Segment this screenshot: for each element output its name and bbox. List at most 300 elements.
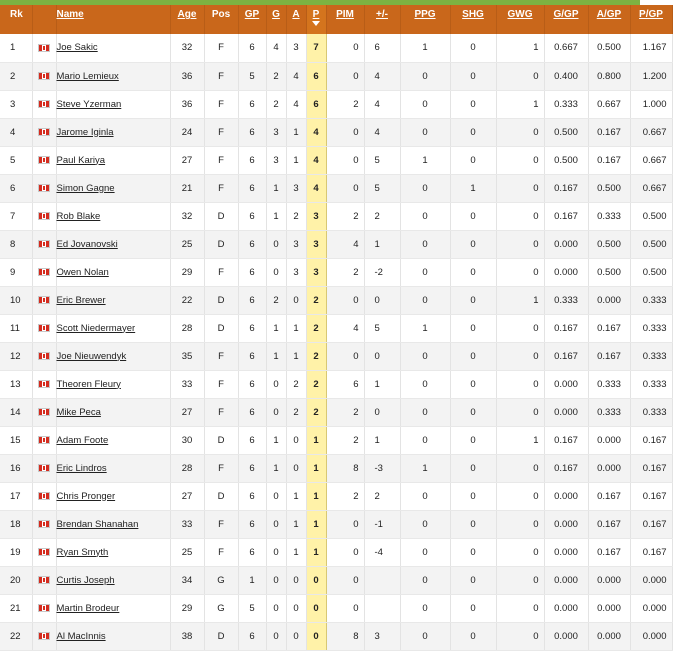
a-per-gp-cell: 0.167 (588, 538, 630, 566)
player-name-cell (56, 454, 170, 482)
player-name-cell (56, 482, 170, 510)
g-per-gp-cell: 0.000 (544, 370, 588, 398)
gwg-cell: 0 (496, 370, 544, 398)
gp-cell: 6 (238, 622, 266, 650)
player-link[interactable]: Theoren Fleury (56, 378, 121, 390)
table-row (0, 538, 672, 566)
col-flag (32, 5, 56, 34)
plusminus-cell (364, 594, 400, 622)
shg-cell: 0 (450, 258, 496, 286)
plusminus-cell: 4 (364, 62, 400, 90)
player-link[interactable]: Eric Lindros (56, 462, 107, 474)
canada-flag-icon (38, 296, 50, 304)
goals-cell: 0 (266, 538, 286, 566)
gp-cell: 6 (238, 202, 266, 230)
plusminus-cell: -4 (364, 538, 400, 566)
player-link[interactable]: Chris Pronger (56, 490, 116, 502)
col-ppg[interactable]: PPG (400, 5, 450, 34)
canada-flag-icon (38, 464, 50, 472)
pim-cell: 0 (326, 510, 364, 538)
flag-cell (32, 258, 56, 286)
player-link[interactable]: Paul Kariya (56, 154, 106, 166)
table-body (0, 34, 672, 650)
plusminus-cell: 1 (364, 230, 400, 258)
player-link[interactable]: Joe Sakic (56, 42, 98, 54)
goals-cell: 0 (266, 230, 286, 258)
ppg-cell: 0 (400, 594, 450, 622)
player-link[interactable]: Mike Peca (56, 406, 101, 418)
age-cell: 33 (170, 370, 204, 398)
assists-cell: 0 (286, 286, 306, 314)
age-cell: 25 (170, 538, 204, 566)
plusminus-cell (364, 566, 400, 594)
p-per-gp-cell: 1.000 (630, 90, 672, 118)
canada-flag-icon (38, 240, 50, 248)
plusminus-cell: 1 (364, 426, 400, 454)
gp-cell: 6 (238, 118, 266, 146)
player-name-cell (56, 230, 170, 258)
gwg-cell: 0 (496, 174, 544, 202)
pos-cell: F (204, 118, 238, 146)
g-per-gp-cell: 0.000 (544, 622, 588, 650)
age-cell: 24 (170, 118, 204, 146)
assists-cell: 0 (286, 594, 306, 622)
gwg-cell: 0 (496, 202, 544, 230)
shg-cell: 0 (450, 566, 496, 594)
canada-flag-icon (38, 352, 50, 360)
table-row (0, 622, 672, 650)
goals-cell: 3 (266, 118, 286, 146)
gwg-cell: 0 (496, 398, 544, 426)
pos-cell: F (204, 258, 238, 286)
pim-cell: 4 (326, 314, 364, 342)
shg-cell: 0 (450, 482, 496, 510)
gp-cell: 6 (238, 370, 266, 398)
gp-cell: 6 (238, 258, 266, 286)
assists-cell: 4 (286, 62, 306, 90)
age-cell: 35 (170, 342, 204, 370)
points-cell: 0 (306, 594, 326, 622)
goals-cell: 0 (266, 510, 286, 538)
col-age[interactable]: Age (170, 5, 204, 34)
pos-cell: G (204, 594, 238, 622)
player-name-cell (56, 90, 170, 118)
ppg-cell: 0 (400, 482, 450, 510)
flag-cell (32, 370, 56, 398)
age-cell: 38 (170, 622, 204, 650)
assists-cell: 2 (286, 202, 306, 230)
goals-cell: 2 (266, 286, 286, 314)
g-per-gp-cell: 0.500 (544, 118, 588, 146)
col-p-sorted[interactable] (306, 5, 326, 34)
pos-cell: F (204, 62, 238, 90)
goals-cell: 0 (266, 594, 286, 622)
p-per-gp-cell: 0.167 (630, 510, 672, 538)
rk-cell: 7 (0, 202, 32, 230)
player-link[interactable]: Martin Brodeur (56, 602, 120, 614)
gwg-cell: 1 (496, 90, 544, 118)
table-row (0, 510, 672, 538)
player-link[interactable]: Simon Gagne (56, 182, 115, 194)
age-cell: 36 (170, 62, 204, 90)
gp-cell: 6 (238, 314, 266, 342)
points-cell: 4 (306, 146, 326, 174)
goals-cell: 1 (266, 202, 286, 230)
p-per-gp-cell: 0.333 (630, 398, 672, 426)
pim-cell: 2 (326, 426, 364, 454)
shg-cell: 0 (450, 230, 496, 258)
pim-cell: 4 (326, 230, 364, 258)
gwg-cell: 0 (496, 510, 544, 538)
ppg-cell: 0 (400, 370, 450, 398)
assists-cell: 4 (286, 90, 306, 118)
gwg-cell: 1 (496, 426, 544, 454)
shg-cell: 0 (450, 622, 496, 650)
col-name[interactable]: Name (56, 5, 170, 34)
p-per-gp-cell: 0.167 (630, 538, 672, 566)
rk-cell: 10 (0, 286, 32, 314)
gp-cell: 6 (238, 230, 266, 258)
ppg-cell: 0 (400, 538, 450, 566)
gp-cell: 6 (238, 146, 266, 174)
ppg-cell: 1 (400, 314, 450, 342)
gp-cell: 6 (238, 510, 266, 538)
assists-cell: 2 (286, 398, 306, 426)
rk-cell: 12 (0, 342, 32, 370)
player-name-cell (56, 146, 170, 174)
goals-cell: 2 (266, 62, 286, 90)
shg-cell: 0 (450, 454, 496, 482)
pim-cell: 2 (326, 202, 364, 230)
points-cell: 2 (306, 342, 326, 370)
flag-cell (32, 538, 56, 566)
player-link[interactable]: Owen Nolan (56, 266, 109, 278)
pim-cell: 0 (326, 34, 364, 62)
goals-cell: 0 (266, 482, 286, 510)
a-per-gp-cell: 0.167 (588, 146, 630, 174)
pim-cell: 2 (326, 482, 364, 510)
points-cell: 6 (306, 90, 326, 118)
a-per-gp-cell: 0.000 (588, 566, 630, 594)
table-row (0, 454, 672, 482)
gp-cell: 6 (238, 398, 266, 426)
assists-cell: 1 (286, 146, 306, 174)
player-link[interactable]: Scott Niedermayer (56, 322, 136, 334)
table-row (0, 34, 672, 62)
pim-cell: 0 (326, 538, 364, 566)
age-cell: 36 (170, 90, 204, 118)
col-rk[interactable]: Rk (0, 5, 32, 34)
gp-cell: 6 (238, 286, 266, 314)
player-name-cell (56, 62, 170, 90)
plusminus-cell: 2 (364, 202, 400, 230)
canada-flag-icon (38, 548, 50, 556)
points-cell: 3 (306, 202, 326, 230)
p-per-gp-cell: 0.167 (630, 426, 672, 454)
col-g[interactable]: G (266, 5, 286, 34)
p-per-gp-cell: 0.333 (630, 342, 672, 370)
flag-cell (32, 510, 56, 538)
plusminus-cell: 1 (364, 370, 400, 398)
age-cell: 34 (170, 566, 204, 594)
pos-cell: D (204, 622, 238, 650)
goals-cell: 0 (266, 622, 286, 650)
col-plusminus[interactable]: +/- (364, 5, 400, 34)
flag-cell (32, 622, 56, 650)
flag-cell (32, 146, 56, 174)
points-cell: 4 (306, 118, 326, 146)
p-per-gp-cell: 0.333 (630, 370, 672, 398)
gp-cell: 6 (238, 454, 266, 482)
points-cell: 6 (306, 62, 326, 90)
flag-cell (32, 174, 56, 202)
col-p-gp[interactable]: P/GP (630, 5, 672, 34)
g-per-gp-cell: 0.000 (544, 510, 588, 538)
points-cell: 1 (306, 538, 326, 566)
rk-cell: 3 (0, 90, 32, 118)
ppg-cell: 0 (400, 62, 450, 90)
ppg-cell: 0 (400, 342, 450, 370)
table-row (0, 258, 672, 286)
flag-cell (32, 594, 56, 622)
flag-cell (32, 482, 56, 510)
col-pos[interactable]: Pos (204, 5, 238, 34)
canada-flag-icon (38, 212, 50, 220)
rk-cell: 5 (0, 146, 32, 174)
gwg-cell: 0 (496, 62, 544, 90)
pos-cell: F (204, 510, 238, 538)
pim-cell: 0 (326, 174, 364, 202)
canada-flag-icon (38, 492, 50, 500)
a-per-gp-cell: 0.000 (588, 286, 630, 314)
flag-cell (32, 230, 56, 258)
pos-cell: D (204, 202, 238, 230)
player-name-cell (56, 174, 170, 202)
flag-cell (32, 426, 56, 454)
flag-cell (32, 118, 56, 146)
goals-cell: 2 (266, 90, 286, 118)
pos-cell: D (204, 286, 238, 314)
shg-cell: 0 (450, 426, 496, 454)
flag-cell (32, 34, 56, 62)
canada-flag-icon (38, 436, 50, 444)
flag-cell (32, 314, 56, 342)
shg-cell: 0 (450, 118, 496, 146)
p-per-gp-cell: 0.667 (630, 118, 672, 146)
table-row (0, 90, 672, 118)
pos-cell: F (204, 370, 238, 398)
pos-cell: F (204, 538, 238, 566)
age-cell: 28 (170, 454, 204, 482)
player-name-cell (56, 118, 170, 146)
pos-cell: D (204, 426, 238, 454)
a-per-gp-cell: 0.333 (588, 398, 630, 426)
pim-cell: 0 (326, 342, 364, 370)
gp-cell: 6 (238, 90, 266, 118)
table-row (0, 398, 672, 426)
pos-cell: F (204, 146, 238, 174)
player-link[interactable]: Mario Lemieux (56, 70, 119, 82)
pos-cell: F (204, 454, 238, 482)
plusminus-cell: 4 (364, 118, 400, 146)
points-cell: 2 (306, 286, 326, 314)
pim-cell: 8 (326, 622, 364, 650)
ppg-cell: 0 (400, 174, 450, 202)
col-g-gp[interactable]: G/GP (544, 5, 588, 34)
pos-cell: F (204, 34, 238, 62)
plusminus-cell: 0 (364, 342, 400, 370)
age-cell: 27 (170, 398, 204, 426)
goals-cell: 1 (266, 454, 286, 482)
rk-cell: 9 (0, 258, 32, 286)
a-per-gp-cell: 0.000 (588, 426, 630, 454)
player-link[interactable]: Ed Jovanovski (56, 238, 118, 250)
player-name-cell (56, 370, 170, 398)
p-per-gp-cell: 0.167 (630, 482, 672, 510)
a-per-gp-cell: 0.333 (588, 370, 630, 398)
points-cell: 2 (306, 314, 326, 342)
pos-cell: G (204, 566, 238, 594)
gwg-cell: 0 (496, 622, 544, 650)
shg-cell: 1 (450, 174, 496, 202)
player-name-cell (56, 426, 170, 454)
p-per-gp-cell: 1.167 (630, 34, 672, 62)
ppg-cell: 0 (400, 90, 450, 118)
ppg-cell: 0 (400, 398, 450, 426)
player-link[interactable]: Ryan Smyth (56, 546, 109, 558)
col-shg[interactable]: SHG (450, 5, 496, 34)
goals-cell: 1 (266, 314, 286, 342)
player-link[interactable]: Brendan Shanahan (56, 518, 139, 530)
goals-cell: 1 (266, 174, 286, 202)
player-link[interactable]: Al MacInnis (56, 630, 106, 642)
assists-cell: 1 (286, 342, 306, 370)
points-cell: 2 (306, 398, 326, 426)
a-per-gp-cell: 0.333 (588, 202, 630, 230)
col-a-gp[interactable]: A/GP (588, 5, 630, 34)
ppg-cell: 0 (400, 118, 450, 146)
points-cell: 1 (306, 510, 326, 538)
pim-cell: 2 (326, 258, 364, 286)
p-per-gp-cell: 0.333 (630, 314, 672, 342)
g-per-gp-cell: 0.000 (544, 230, 588, 258)
pim-cell: 0 (326, 118, 364, 146)
ppg-cell: 0 (400, 566, 450, 594)
age-cell: 32 (170, 34, 204, 62)
points-cell: 7 (306, 34, 326, 62)
ppg-cell: 0 (400, 426, 450, 454)
p-per-gp-cell: 0.000 (630, 622, 672, 650)
player-name-cell (56, 202, 170, 230)
canada-flag-icon (38, 44, 50, 52)
rk-cell: 17 (0, 482, 32, 510)
pim-cell: 0 (326, 146, 364, 174)
p-per-gp-cell: 0.333 (630, 286, 672, 314)
rk-cell: 22 (0, 622, 32, 650)
g-per-gp-cell: 0.167 (544, 426, 588, 454)
player-link[interactable]: Jarome Iginla (56, 126, 114, 138)
gwg-cell: 0 (496, 342, 544, 370)
canada-flag-icon (38, 324, 50, 332)
shg-cell: 0 (450, 370, 496, 398)
goals-cell: 3 (266, 146, 286, 174)
player-link[interactable]: Rob Blake (56, 210, 101, 222)
ppg-cell: 0 (400, 510, 450, 538)
a-per-gp-cell: 0.167 (588, 342, 630, 370)
pos-cell: F (204, 398, 238, 426)
a-per-gp-cell: 0.000 (588, 454, 630, 482)
player-name-cell (56, 342, 170, 370)
g-per-gp-cell: 0.667 (544, 34, 588, 62)
assists-cell: 0 (286, 426, 306, 454)
col-a[interactable]: A (286, 5, 306, 34)
assists-cell: 3 (286, 34, 306, 62)
table-row (0, 146, 672, 174)
g-per-gp-cell: 0.000 (544, 258, 588, 286)
plusminus-cell: 4 (364, 90, 400, 118)
table-row (0, 62, 672, 90)
col-pim[interactable]: PIM (326, 5, 364, 34)
player-link[interactable]: Joe Nieuwendyk (56, 350, 127, 362)
canada-flag-icon (38, 184, 50, 192)
goals-cell: 1 (266, 426, 286, 454)
gwg-cell: 0 (496, 538, 544, 566)
player-link[interactable]: Curtis Joseph (56, 574, 115, 586)
plusminus-cell: 2 (364, 482, 400, 510)
player-link[interactable]: Eric Brewer (56, 294, 106, 306)
plusminus-cell: -1 (364, 510, 400, 538)
table-row (0, 202, 672, 230)
goals-cell: 0 (266, 566, 286, 594)
a-per-gp-cell: 0.167 (588, 118, 630, 146)
shg-cell: 0 (450, 90, 496, 118)
gp-cell: 6 (238, 34, 266, 62)
pos-cell: D (204, 482, 238, 510)
g-per-gp-cell: 0.500 (544, 146, 588, 174)
plusminus-cell: 0 (364, 286, 400, 314)
p-per-gp-cell: 0.000 (630, 566, 672, 594)
table-row (0, 314, 672, 342)
ppg-cell: 0 (400, 258, 450, 286)
plusminus-cell: 5 (364, 146, 400, 174)
col-gwg[interactable]: GWG (496, 5, 544, 34)
player-name-cell (56, 566, 170, 594)
assists-cell: 1 (286, 510, 306, 538)
goals-cell: 4 (266, 34, 286, 62)
a-per-gp-cell: 0.000 (588, 622, 630, 650)
p-per-gp-cell: 1.200 (630, 62, 672, 90)
player-link[interactable]: Adam Foote (56, 434, 109, 446)
canada-flag-icon (38, 408, 50, 416)
plusminus-cell: 0 (364, 398, 400, 426)
gwg-cell: 0 (496, 230, 544, 258)
age-cell: 32 (170, 202, 204, 230)
points-cell: 1 (306, 426, 326, 454)
rk-cell: 6 (0, 174, 32, 202)
pim-cell: 6 (326, 370, 364, 398)
g-per-gp-cell: 0.333 (544, 286, 588, 314)
goals-cell: 0 (266, 258, 286, 286)
canada-flag-icon (38, 604, 50, 612)
rk-cell: 15 (0, 426, 32, 454)
player-stats-table (0, 5, 673, 651)
player-link[interactable]: Steve Yzerman (56, 98, 122, 110)
table-row (0, 594, 672, 622)
pim-cell: 0 (326, 62, 364, 90)
age-cell: 25 (170, 230, 204, 258)
assists-cell: 3 (286, 258, 306, 286)
col-gp[interactable]: GP (238, 5, 266, 34)
